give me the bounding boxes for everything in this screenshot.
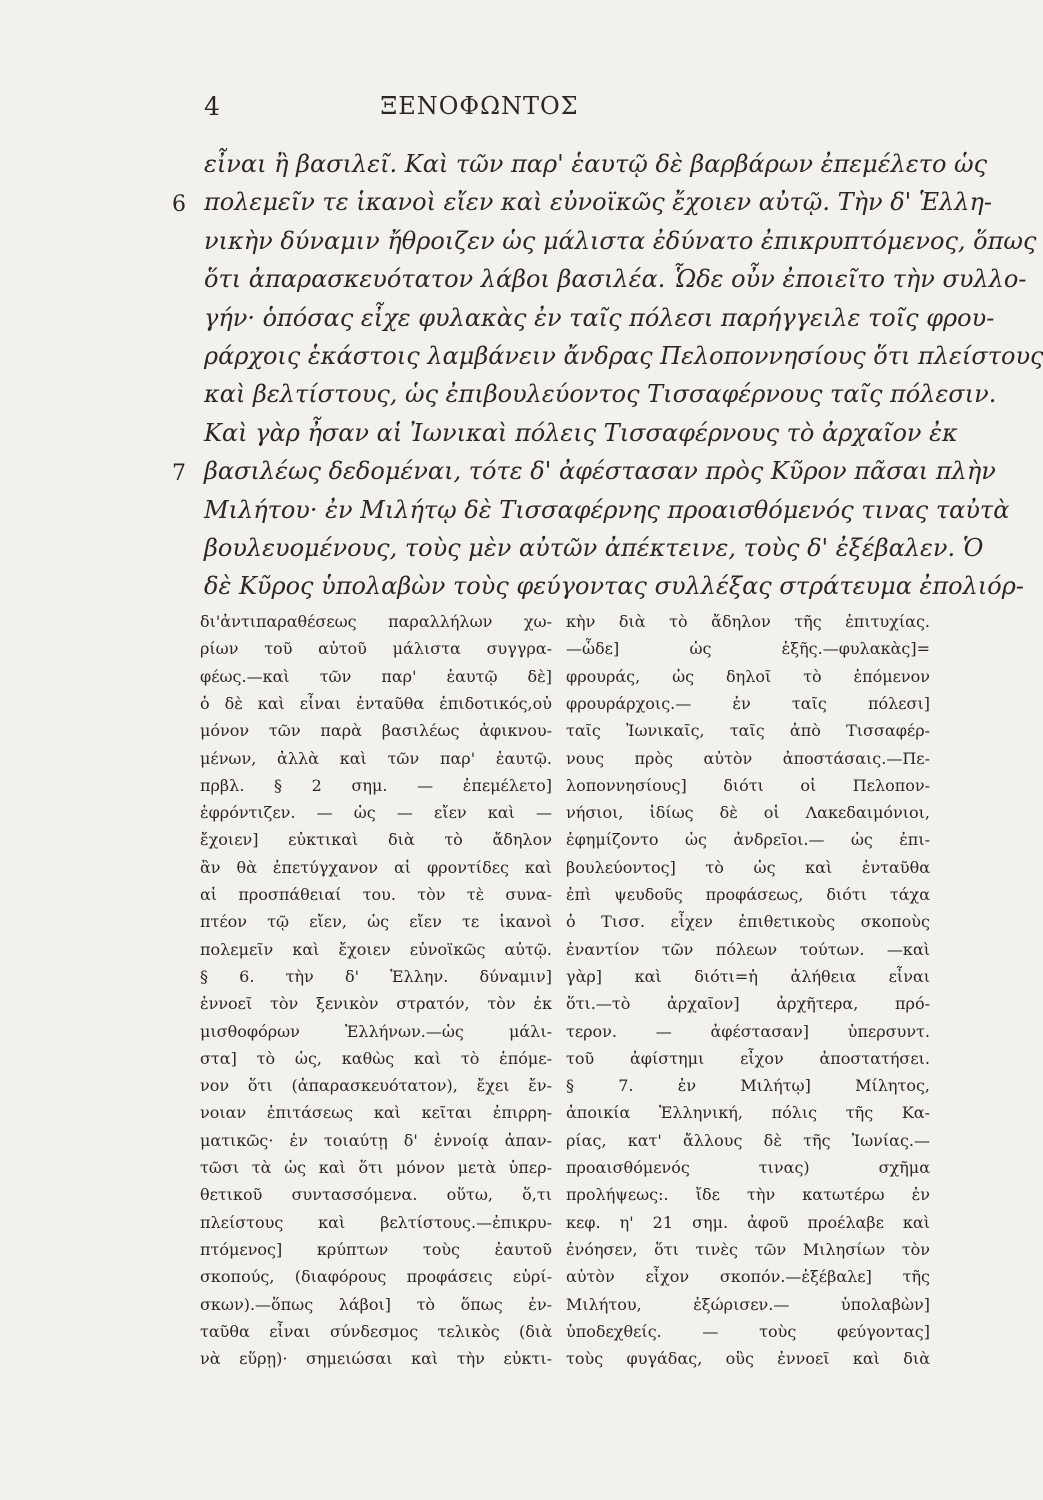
main-text-line: καὶ βελτίστους, ὡς ἐπιβουλεύοντος Τισσαφέρνους ταῖς πόλεσιν.: [204, 380, 997, 409]
commentary-line: τερον. — ἀφέστασαν] ὑπερσυντ.: [566, 1021, 930, 1041]
commentary-line: τῶσι τὰ ὡς καὶ ὅτι μόνον μετὰ ὑπερ-: [200, 1158, 552, 1177]
commentary-line: ταῖς Ἰωνικαῖς, ταῖς ἀπὸ Τισσαφέρ-: [566, 721, 930, 741]
commentary-line: ρίων τοῦ αὐτοῦ μάλιστα συγγρα-: [200, 639, 552, 659]
main-text-line: Καὶ γὰρ ἦσαν αἱ Ἰωνικαὶ πόλεις Τισσαφέρνους τὸ ἀρχαῖον ἐκ: [204, 418, 958, 447]
commentary-line: ἐπὶ ψευδοῦς προφάσεως, διότι τάχα: [566, 885, 930, 904]
commentary-line: προαισθόμενός τινας) σχῆμα: [566, 1158, 930, 1177]
commentary-line: ἔχοιεν] εὐκτικαὶ διὰ τὸ ἄδηλον: [200, 830, 552, 850]
commentary-line: —ὧδε] ὡς ἑξῆς.—φυλακὰς]=: [566, 639, 930, 659]
commentary-line: φέως.—καὶ τῶν παρ' ἑαυτῷ δὲ]: [200, 666, 552, 686]
commentary-line: λοποννησίους] διότι οἱ Πελοπον-: [566, 775, 930, 795]
main-text-line: γήν· ὁπόσας εἶχε φυλακὰς ἐν ταῖς πόλεσι παρήγγειλε τοῖς φρου-: [204, 303, 995, 332]
page-number: 4: [204, 92, 220, 121]
commentary-line: φρουράρχοις.— ἐν ταῖς πόλεσι]: [566, 693, 930, 713]
commentary-line: κεφ. η' 21 σημ. ἀφοῦ προέλαβε καὶ: [566, 1212, 930, 1232]
commentary-line: αἱ προσπάθειαί του. τὸν τὲ συνα-: [200, 885, 552, 904]
commentary-line: κὴν διὰ τὸ ἄδηλον τῆς ἐπιτυχίας.: [566, 612, 930, 631]
commentary-line: ὁ Τισσ. εἶχεν ἐπιθετικοὺς σκοποὺς: [566, 912, 930, 932]
page-header: [0, 92, 959, 124]
section-marker: 6: [172, 192, 186, 218]
commentary-line: πλείστους καὶ βελτίστους.—ἐπικρυ-: [200, 1212, 552, 1232]
commentary-line: φρουράς, ὡς δηλοῖ τὸ ἑπόμενον: [566, 666, 930, 686]
main-text-line: βουλευομένους, τοὺς μὲν αὐτῶν ἀπέκτεινε, τοὺς δ' ἐξέβαλεν. Ὁ: [204, 534, 984, 562]
commentary-line: νους πρὸς αὐτὸν ἀποστάσαις.—Πε-: [566, 748, 930, 768]
commentary-line: νήσιοι, ἰδίως δὲ οἱ Λακεδαιμόνιοι,: [566, 803, 930, 823]
commentary-line: ἀποικία Ἑλληνική, πόλις τῆς Κα-: [566, 1103, 930, 1123]
main-text-line: βασιλέως δεδομέναι, τότε δ' ἀφέστασαν πρὸς Κῦρον πᾶσαι πλὴν: [204, 457, 996, 486]
commentary-line: βουλεύοντος] τὸ ὡς καὶ ἐνταῦθα: [566, 857, 930, 877]
main-text-line: δὲ Κῦρος ὑπολαβὼν τοὺς φεύγοντας συλλέξας στράτευμα ἐπολιόρ-: [204, 572, 1024, 601]
commentary-line: ὑποδεχθείς. — τοὺς φεύγοντας]: [566, 1321, 930, 1341]
commentary-line: ἐνόησεν, ὅτι τινὲς τῶν Μιλησίων τὸν: [566, 1239, 930, 1259]
commentary-line: § 6. τὴν δ' Ἑλλην. δύναμιν]: [200, 966, 552, 986]
commentary-line: πρβλ. § 2 σημ. — ἐπεμέλετο]: [200, 775, 552, 795]
commentary-line: ἐναντίον τῶν πόλεων τούτων. —καὶ: [566, 939, 930, 959]
commentary-line: νὰ εὕρῃ)· σημειώσαι καὶ τὴν εὐκτι-: [200, 1349, 552, 1369]
commentary-line: ἐννοεῖ τὸν ξενικὸν στρατόν, τὸν ἐκ: [200, 994, 552, 1014]
commentary-line: γὰρ] καὶ διότι=ἡ ἀλήθεια εἶναι: [566, 966, 930, 986]
commentary-line: πτόμενος] κρύπτων τοὺς ἑαυτοῦ: [200, 1239, 552, 1259]
commentary-line: τοὺς φυγάδας, οὓς ἐννοεῖ καὶ διὰ: [566, 1349, 930, 1369]
main-text-line: νικὴν δύναμιν ἤθροιζεν ὡς μάλιστα ἐδύνατο ἐπικρυπτόμενος, ὅπως: [204, 226, 1037, 255]
main-text-line: εἶναι ἢ βασιλεῖ. Καὶ τῶν παρ' ἑαυτῷ δὲ βαρβάρων ἐπεμέλετο ὡς: [204, 150, 988, 178]
commentary-line: § 7. ἐν Μιλήτῳ] Μίλητος,: [566, 1076, 930, 1096]
main-text-line: Μιλήτου· ἐν Μιλήτῳ δὲ Τισσαφέρνης προαισθόμενός τινας ταὐτὰ: [204, 495, 1010, 524]
main-text-line: πολεμεῖν τε ἱκανοὶ εἴεν καὶ εὐνοϊκῶς ἔχοιεν αὐτῷ. Τὴν δ' Ἑλλη-: [204, 188, 992, 217]
commentary-line: μισθοφόρων Ἑλλήνων.—ὡς μάλι-: [200, 1021, 552, 1041]
commentary-line: μένων, ἀλλὰ καὶ τῶν παρ' ἑαυτῷ.: [200, 748, 552, 768]
commentary-line: πτέον τῷ εἴεν, ὡς εἴεν τε ἱκανοὶ: [200, 912, 552, 932]
commentary-line: τοῦ ἀφίστημι εἶχον ἀποστατήσει.: [566, 1048, 930, 1068]
commentary-line: Μιλήτου, ἐξώρισεν.— ὑπολαβὼν]: [566, 1294, 930, 1314]
commentary-line: ματικῶς· ἐν τοιαύτῃ δ' ἐννοίᾳ ἀπαν-: [200, 1130, 552, 1150]
commentary-line: αὐτὸν εἶχον σκοπόν.—ἐξέβαλε] τῆς: [566, 1267, 930, 1287]
running-head: ΞΕΝΟΦΩΝΤΟΣ: [380, 92, 579, 120]
commentary-line: στα] τὸ ὡς, καθὼς καὶ τὸ ἑπόμε-: [200, 1048, 552, 1068]
main-text-line: ράρχοις ἑκάστοις λαμβάνειν ἄνδρας Πελοποννησίους ὅτι πλείστους: [204, 342, 1043, 370]
commentary-line: θετικοῦ συντασσόμενα. οὕτω, ὅ,τι: [200, 1185, 552, 1205]
commentary-line: νον ὅτι (ἀπαρασκευότατον), ἔχει ἔν-: [200, 1076, 552, 1096]
commentary-line: ἂν θὰ ἐπετύγχανον αἱ φροντίδες καὶ: [200, 857, 552, 877]
commentary-line: σκοπούς, (διαφόρους προφάσεις εὑρί-: [200, 1267, 552, 1287]
commentary-line: νοιαν ἐπιτάσεως καὶ κεῖται ἐπιρρη-: [200, 1103, 552, 1123]
commentary-line: ἐφημίζοντο ὡς ἀνδρεῖοι.— ὡς ἐπι-: [566, 830, 930, 850]
commentary-line: προλήψεως:. ἴδε τὴν κατωτέρω ἐν: [566, 1185, 930, 1205]
commentary-line: πολεμεῖν καὶ ἔχοιεν εὐνοϊκῶς αὐτῷ.: [200, 939, 552, 959]
commentary-line: σκων).—ὅπως λάβοι] τὸ ὅπως ἐν-: [200, 1294, 552, 1314]
commentary-line: μόνον τῶν παρὰ βασιλέως ἀφικνου-: [200, 721, 552, 741]
section-marker: 7: [172, 461, 186, 487]
commentary-line: ρίας, κατ' ἄλλους δὲ τῆς Ἰωνίας.—: [566, 1130, 930, 1150]
commentary-line: ταῦθα εἶναι σύνδεσμος τελικὸς (διὰ: [200, 1321, 552, 1341]
commentary-line: ἐφρόντιζεν. — ὡς — εἴεν καὶ —: [200, 803, 552, 823]
commentary-line: ὁ δὲ καὶ εἶναι ἐνταῦθα ἐπιδοτικός,οὐ: [200, 693, 552, 713]
commentary-line: δι'ἀντιπαραθέσεως παραλλήλων χω-: [200, 612, 552, 631]
main-text-line: ὅτι ἀπαρασκευότατον λάβοι βασιλέα. Ὧδε οὖν ἐποιεῖτο τὴν συλλο-: [204, 265, 1027, 294]
commentary-line: ὅτι.—τὸ ἀρχαῖον] ἀρχῆτερα, πρό-: [566, 994, 930, 1014]
